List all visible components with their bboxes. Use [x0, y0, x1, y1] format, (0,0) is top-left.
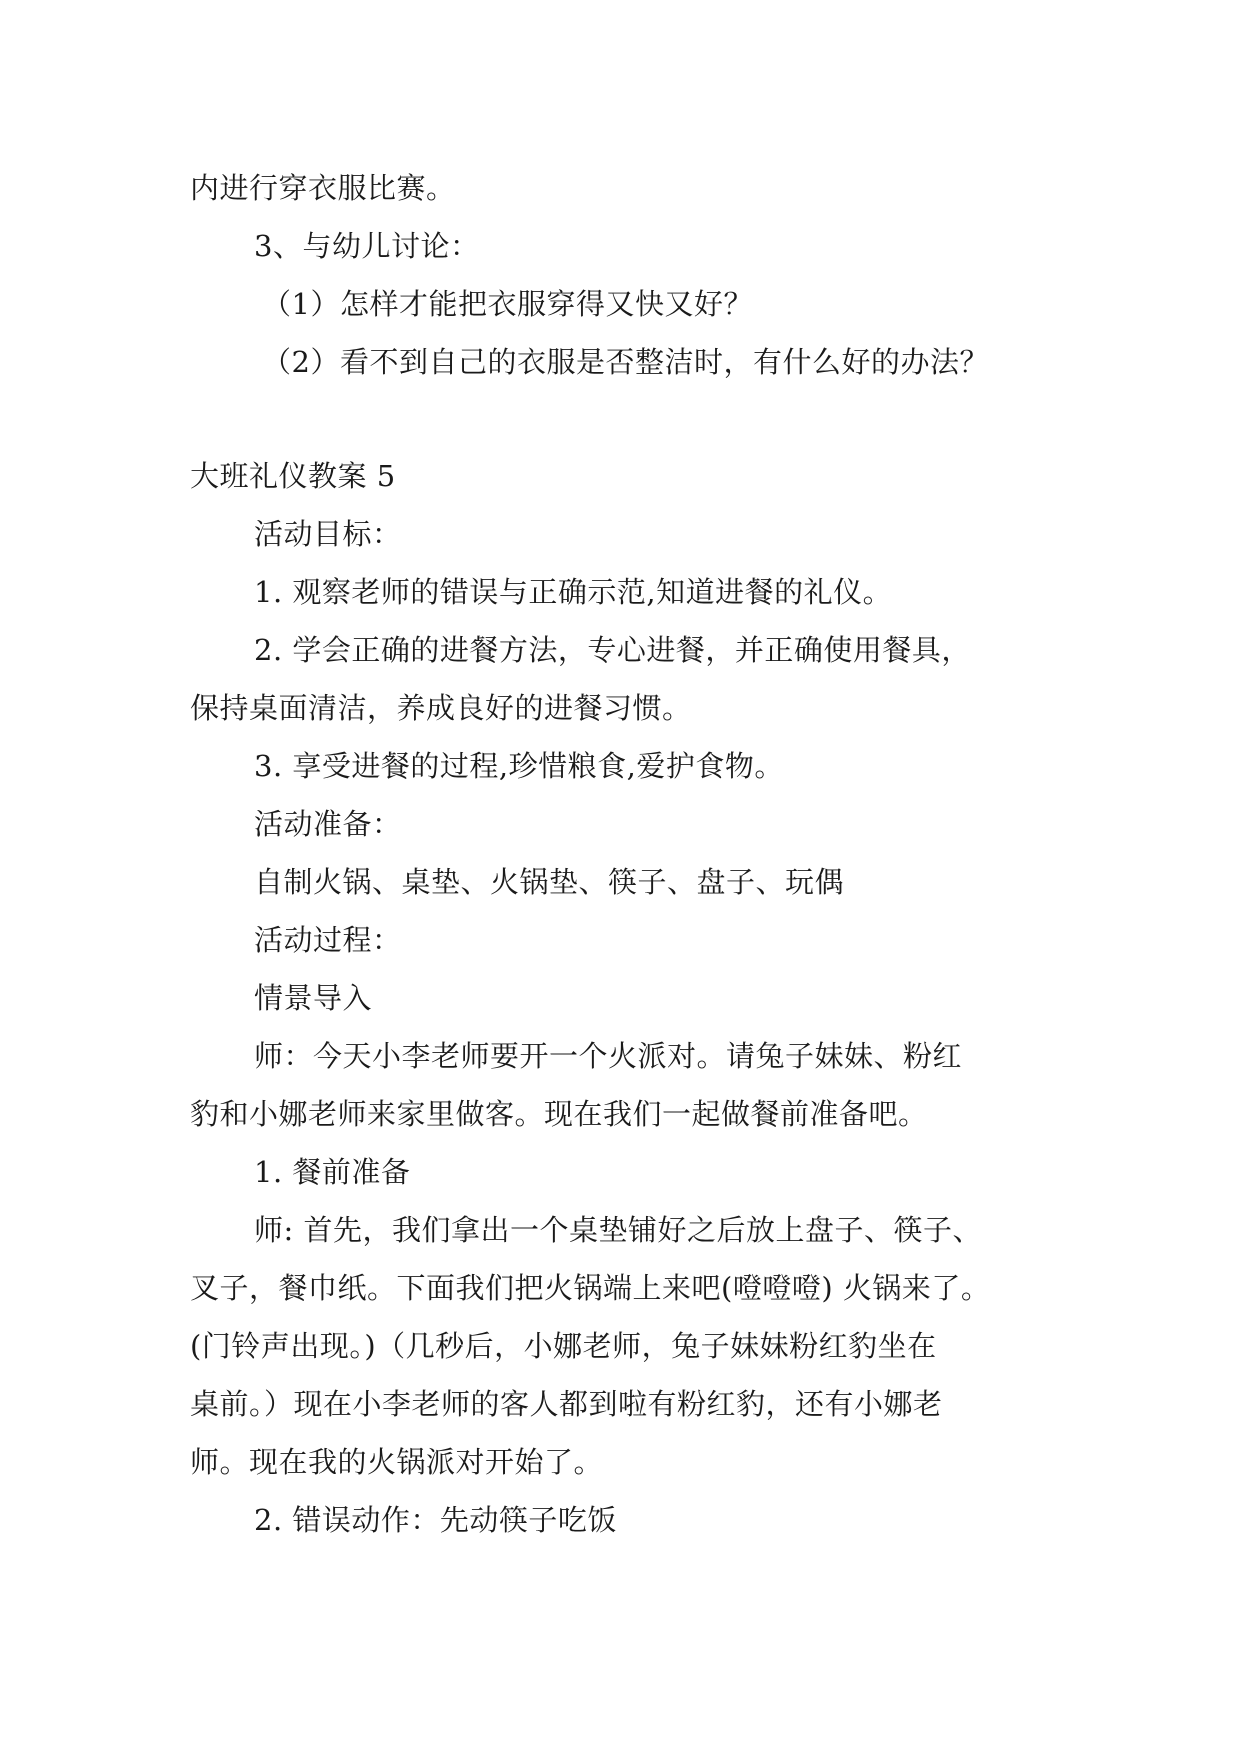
text-line: 活动目标： — [254, 517, 402, 551]
text-line: 2. 学会正确的进餐方法，专心进餐，并正确使用餐具， — [254, 633, 971, 667]
text-line: 2. 错误动作：先动筷子吃饭 — [254, 1503, 617, 1537]
text-line: 师: 首先，我们拿出一个桌垫铺好之后放上盘子、筷子、 — [254, 1213, 982, 1247]
text-line: 自制火锅、桌垫、火锅垫、筷子、盘子、玩偶 — [254, 865, 845, 899]
text-line: 1. 观察老师的错误与正确示范,知道进餐的礼仪。 — [254, 575, 893, 609]
text-line: 叉子，餐巾纸。下面我们把火锅端上来吧(噔噔噔) 火锅来了。 — [190, 1271, 991, 1305]
text-line: (门铃声出现。)（几秒后，小娜老师，兔子妹妹粉红豹坐在 — [190, 1329, 937, 1363]
text-line: 保持桌面清洁，养成良好的进餐习惯。 — [190, 691, 692, 725]
text-line: 活动准备： — [254, 807, 402, 841]
text-line: 豹和小娜老师来家里做客。现在我们一起做餐前准备吧。 — [190, 1097, 928, 1131]
text-line: 师。现在我的火锅派对开始了。 — [190, 1445, 604, 1479]
text-line: 内进行穿衣服比赛。 — [190, 171, 456, 205]
text-line: 桌前。）现在小李老师的客人都到啦有粉红豹，还有小娜老 — [190, 1387, 943, 1421]
text-line: 情景导入 — [254, 981, 373, 1015]
text-line: （2）看不到自己的衣服是否整洁时，有什么好的办法？ — [262, 345, 989, 379]
text-line: 3. 享受进餐的过程,珍惜粮食,爱护食物。 — [254, 749, 784, 783]
text-line: 活动过程： — [254, 923, 402, 957]
text-line: 1. 餐前准备 — [254, 1155, 411, 1189]
text-line: 师：今天小李老师要开一个火派对。请兔子妹妹、粉红 — [254, 1039, 963, 1073]
text-line: 3、与幼儿讨论： — [254, 229, 480, 263]
text-line: （1）怎样才能把衣服穿得又快又好？ — [262, 287, 753, 321]
section-title: 大班礼仪教案 5 — [190, 459, 396, 493]
